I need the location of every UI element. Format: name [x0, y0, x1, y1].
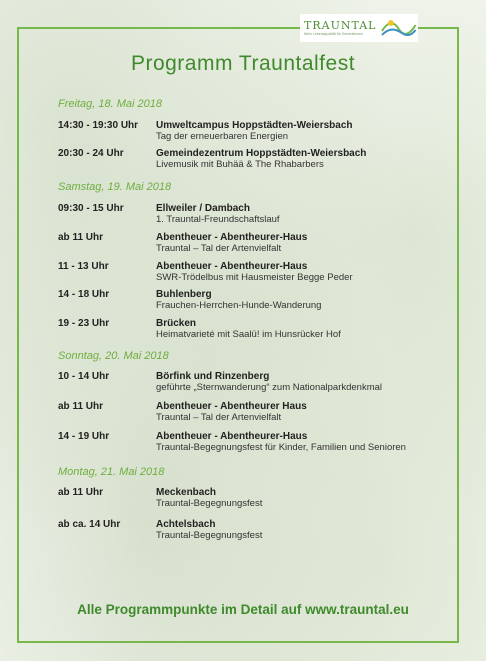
wave-logo-icon [380, 17, 418, 39]
event-place: Achtelsbach [156, 519, 216, 530]
event-place: Brücken [156, 318, 197, 329]
footer-website-note: Alle Programmpunkte im Detail auf www.trauntal.eu [77, 602, 409, 617]
event-time: ab ca. 14 Uhr [58, 519, 121, 530]
page-title: Programm Trauntalfest [130, 52, 356, 75]
event-place: Börfink und Rinzenberg [156, 371, 270, 382]
event-time: 11 - 13 Uhr [58, 261, 109, 272]
event-time: 10 - 14 Uhr [58, 371, 110, 382]
event-place: Meckenbach [156, 487, 217, 498]
event-description: Frauchen-Herrchen-Hunde-Wanderung [156, 300, 322, 311]
event-description: Trauntal-Begegnungsfest [156, 498, 263, 509]
event-time: 09:30 - 15 Uhr [58, 203, 124, 214]
day-heading-saturday: Samstag, 19. Mai 2018 [58, 181, 172, 193]
event-description: Heimatvarieté mit Saalü! im Hunsrücker Hof [156, 329, 341, 340]
event-time: ab 11 Uhr [58, 401, 104, 412]
event-place: Buhlenberg [156, 289, 212, 300]
event-place: Gemeindezentrum Hoppstädten-Weiersbach [156, 148, 367, 159]
event-time: 14 - 19 Uhr [58, 431, 110, 442]
event-description: SWR-Trödelbus mit Hausmeister Begge Peder [156, 272, 353, 283]
event-description: Trauntal-Begegnungsfest [156, 530, 263, 541]
event-time: 19 - 23 Uhr [58, 318, 110, 329]
event-description: Trauntal-Begegnungsfest für Kinder, Familien und Senioren [156, 442, 406, 453]
event-time: 14:30 - 19:30 Uhr [58, 120, 139, 131]
day-heading-monday: Montag, 21. Mai 2018 [58, 466, 165, 478]
day-heading-sunday: Sonntag, 20. Mai 2018 [58, 350, 169, 362]
event-place: Abentheuer - Abentheurer-Haus [156, 232, 308, 243]
event-description: Tag der erneuerbaren Energien [156, 131, 289, 142]
logo-subtitle: Mehr Lebensqualität für Generationen [304, 31, 363, 36]
event-description: Trauntal – Tal der Artenvielfalt [156, 412, 282, 423]
day-heading-friday: Freitag, 18. Mai 2018 [58, 98, 162, 110]
event-description: geführte „Sternwanderung“ zum Nationalparkdenkmal [156, 382, 383, 393]
trauntal-logo [300, 14, 418, 42]
event-time: ab 11 Uhr [58, 487, 104, 498]
event-description: Trauntal – Tal der Artenvielfalt [156, 243, 282, 254]
event-place: Abentheuer - Abentheurer Haus [156, 401, 307, 412]
event-time: ab 11 Uhr [58, 232, 104, 243]
event-place: Umweltcampus Hoppstädten-Weiersbach [156, 120, 353, 131]
logo-name: TRAUNTAL [304, 18, 377, 32]
event-time: 14 - 18 Uhr [58, 289, 110, 300]
event-description: Livemusik mit Buhää & The Rhabarbers [156, 159, 324, 170]
event-place: Ellweiler / Dambach [156, 203, 250, 214]
event-place: Abentheuer - Abentheurer-Haus [156, 431, 308, 442]
event-description: 1. Trauntal-Freundschaftslauf [156, 214, 280, 225]
event-place: Abentheuer - Abentheurer-Haus [156, 261, 308, 272]
event-time: 20:30 - 24 Uhr [58, 148, 124, 159]
